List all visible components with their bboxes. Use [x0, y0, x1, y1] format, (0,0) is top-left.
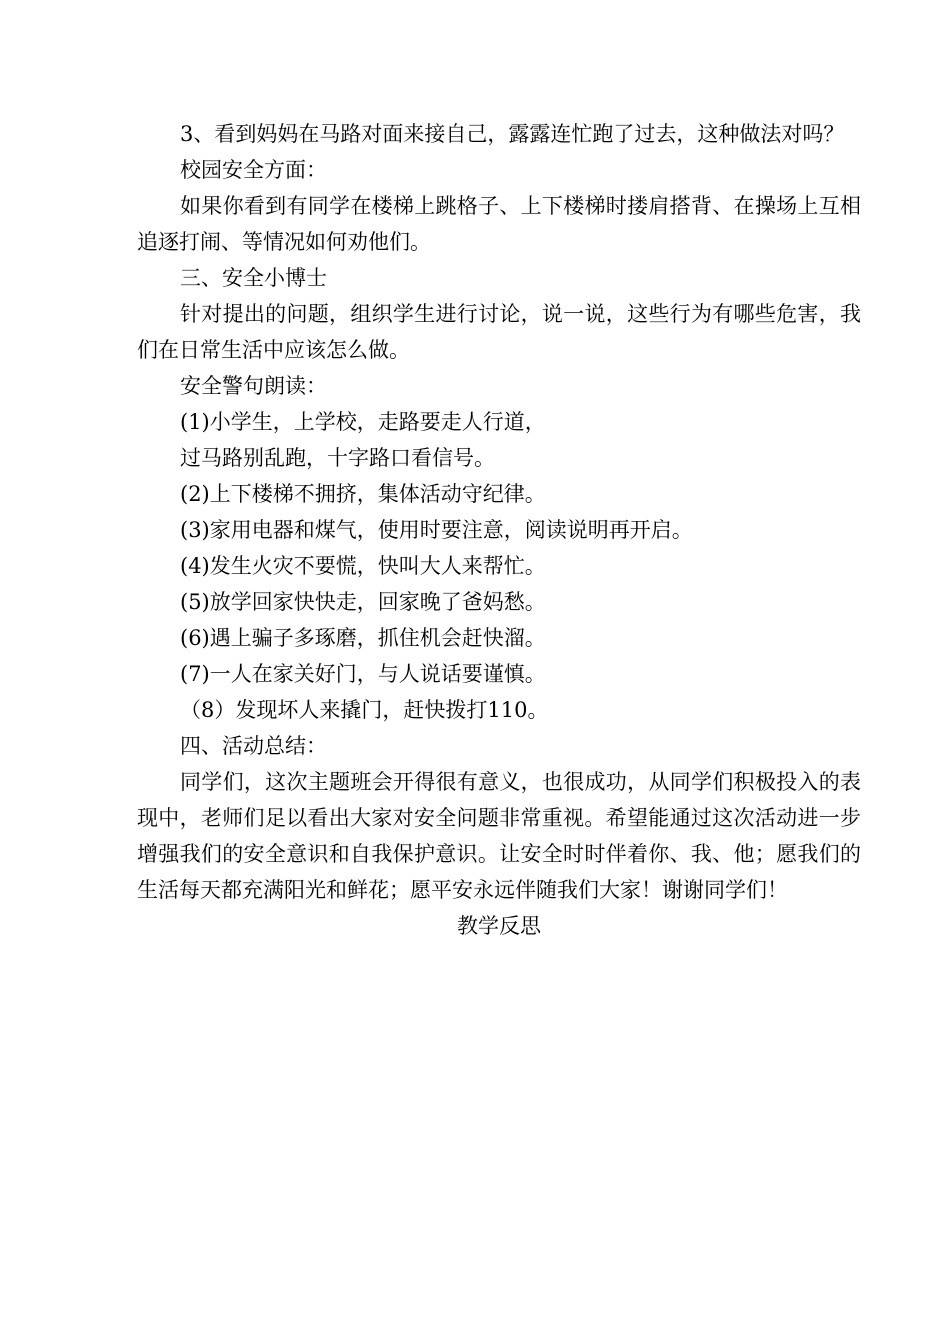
section-4-heading: 四、活动总结：	[180, 734, 327, 758]
slogan-item-6: (6)遇上骗子多琢磨，抓住机会赶快溜。	[180, 626, 546, 650]
question-3: 3、看到妈妈在马路对面来接自己，露露连忙跑了过去，这种做法对吗？	[180, 122, 845, 146]
campus-safety-paragraph: 如果你看到有同学在楼梯上跳格子、上下楼梯时搂肩搭背、在操场上互相追逐打闹、等情况如何劝他们。	[137, 194, 861, 254]
slogan-item-8: （8）发现坏人来撬门，赶快拨打110。	[180, 698, 549, 722]
slogan-item-7: (7)一人在家关好门，与人说话要谨慎。	[180, 662, 546, 686]
section-3-heading: 三、安全小博士	[180, 266, 327, 290]
slogan-item-3: (3)家用电器和煤气，使用时要注意，阅读说明再开启。	[180, 518, 693, 542]
campus-safety-heading: 校园安全方面：	[180, 158, 327, 182]
reflection-title: 教学反思	[457, 914, 541, 938]
slogan-item-1a: (1)小学生，上学校，走路要走人行道，	[180, 410, 546, 434]
slogan-item-4: (4)发生火灾不要慌，快叫大人来帮忙。	[180, 554, 546, 578]
slogan-heading: 安全警句朗读：	[180, 374, 327, 398]
slogan-item-1b: 过马路别乱跑，十字路口看信号。	[180, 446, 495, 470]
document-body	[137, 116, 861, 944]
slogan-item-2: (2)上下楼梯不拥挤，集体活动守纪律。	[180, 482, 546, 506]
summary-paragraph: 同学们，这次主题班会开得很有意义，也很成功，从同学们积极投入的表现中，老师们足以看出大家对安全问题非常重视。希望能通过这次活动进一步增强我们的安全意识和自我保护意识。让安全时时伴着你、我、他；愿我们的生活每天都充满阳光和鲜花；愿平安永远伴随我们大家！谢谢同学们！	[137, 770, 861, 902]
section-3-paragraph: 针对提出的问题，组织学生进行讨论，说一说，这些行为有哪些危害，我们在日常生活中应该怎么做。	[137, 302, 861, 362]
slogan-item-5: (5)放学回家快快走，回家晚了爸妈愁。	[180, 590, 546, 614]
